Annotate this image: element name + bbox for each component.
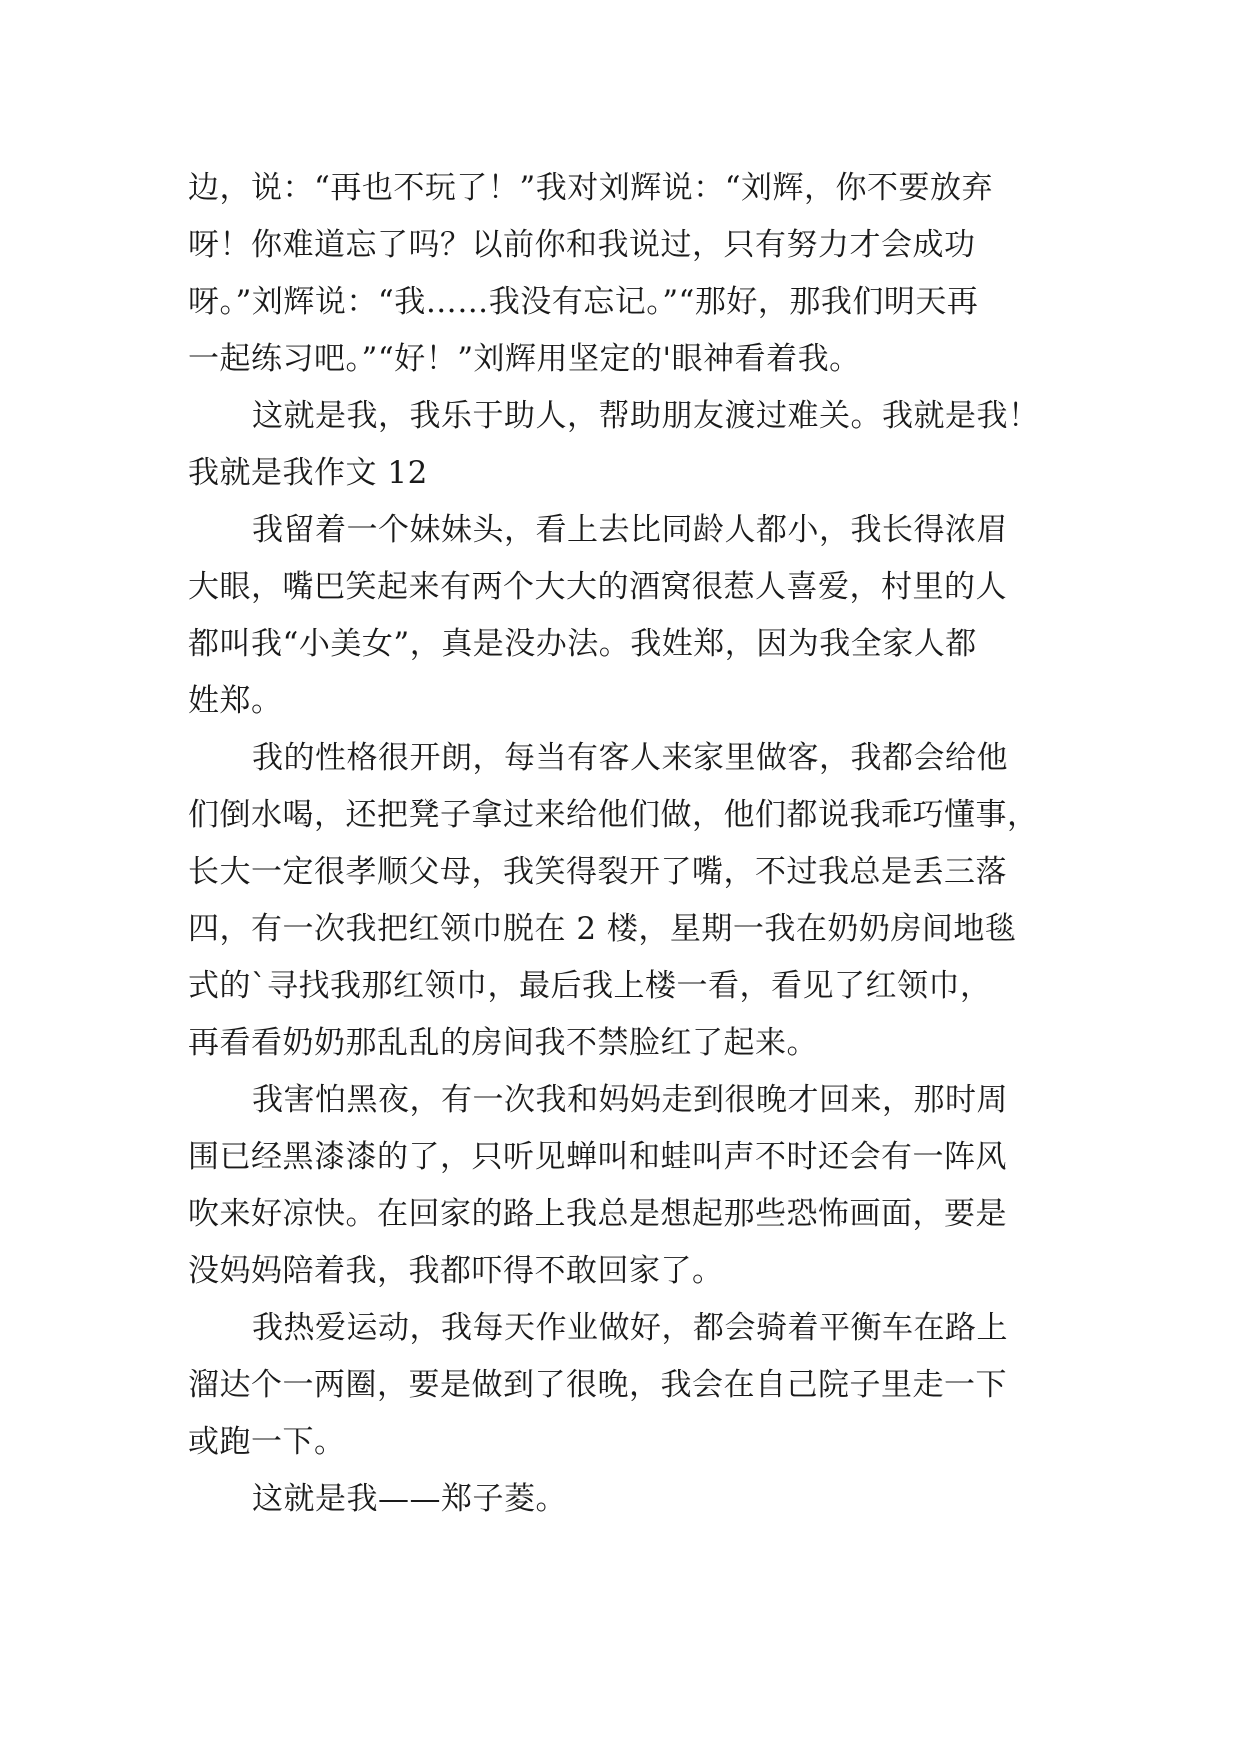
paragraph-first-line: 我害怕黑夜，有一次我和妈妈走到很晚才回来，那时周 <box>252 1082 1008 1118</box>
text-line: 们倒水喝，还把凳子拿过来给他们做，他们都说我乖巧懂事， <box>188 797 1039 833</box>
text-line: 溜达个一两圈，要是做到了很晚，我会在自己院子里走一下 <box>188 1367 1007 1403</box>
text-line: 四，有一次我把红领巾脱在 2 楼，星期一我在奶奶房间地毯 <box>188 911 1017 947</box>
section-heading: 我就是我作文 12 <box>188 455 428 491</box>
text-line: 没妈妈陪着我，我都吓得不敢回家了。 <box>188 1253 724 1289</box>
text-line: 或跑一下。 <box>188 1424 346 1460</box>
document-body <box>188 160 1048 1528</box>
paragraph-first-line: 这就是我，我乐于助人，帮助朋友渡过难关。我就是我！ <box>252 398 1040 434</box>
text-line: 姓郑。 <box>188 683 283 719</box>
text-line: 式的`寻找我那红领巾，最后我上楼一看，看见了红领巾， <box>188 968 992 1004</box>
paragraph-first-line: 我留着一个妹妹头，看上去比同龄人都小，我长得浓眉 <box>252 512 1008 548</box>
paragraph-first-line: 我的性格很开朗，每当有客人来家里做客，我都会给他 <box>252 740 1008 776</box>
text-line: 都叫我“小美女”，真是没办法。我姓郑，因为我全家人都 <box>188 626 977 662</box>
paragraph-first-line: 这就是我——郑子菱。 <box>252 1481 567 1517</box>
text-line: 再看看奶奶那乱乱的房间我不禁脸红了起来。 <box>188 1025 818 1061</box>
text-line: 呀！你难道忘了吗？以前你和我说过，只有努力才会成功 <box>188 227 976 263</box>
text-line: 呀。”刘辉说：“我……我没有忘记。”“那好，那我们明天再 <box>188 284 979 320</box>
text-line: 一起练习吧。”“好！”刘辉用坚定的'眼神看着我。 <box>188 341 861 377</box>
paragraph-first-line: 我热爱运动，我每天作业做好，都会骑着平衡车在路上 <box>252 1310 1008 1346</box>
text-line: 围已经黑漆漆的了，只听见蝉叫和蛙叫声不时还会有一阵风 <box>188 1139 1007 1175</box>
text-line: 边，说：“再也不玩了！”我对刘辉说：“刘辉，你不要放弃 <box>188 170 994 206</box>
text-line: 长大一定很孝顺父母，我笑得裂开了嘴，不过我总是丢三落 <box>188 854 1007 890</box>
text-line: 吹来好凉快。在回家的路上我总是想起那些恐怖画面，要是 <box>188 1196 1007 1232</box>
text-line: 大眼，嘴巴笑起来有两个大大的酒窝很惹人喜爱，村里的人 <box>188 569 1007 605</box>
